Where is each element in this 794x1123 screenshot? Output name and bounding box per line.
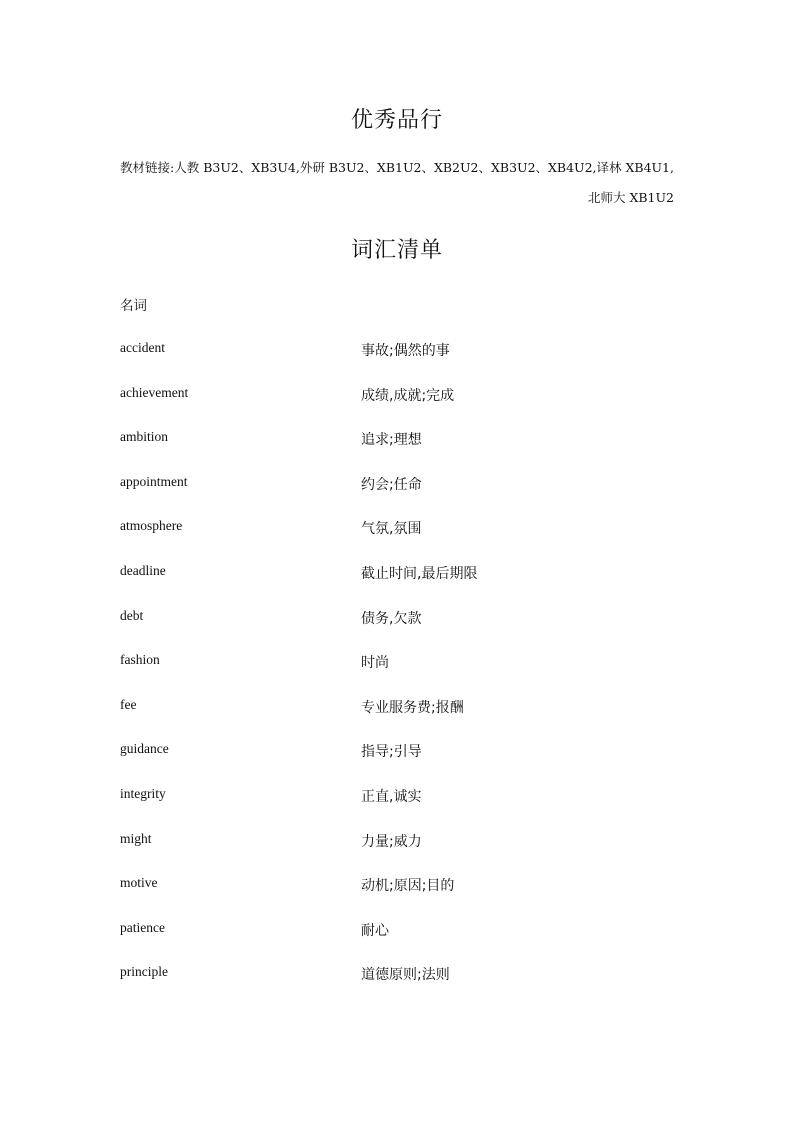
vocab-word: deadline bbox=[120, 562, 166, 578]
vocab-row bbox=[120, 608, 680, 653]
vocab-word: ambition bbox=[120, 429, 168, 445]
vocab-word: fee bbox=[120, 696, 137, 712]
vocab-meaning: 指导;引导 bbox=[361, 744, 422, 761]
textbook-links-line2: 北师大 XB1U2 bbox=[588, 190, 674, 205]
vocab-heading: 词汇清单 bbox=[350, 238, 443, 263]
vocab-row bbox=[120, 563, 680, 608]
section-label-nouns: 名词 bbox=[120, 298, 147, 314]
vocab-word: patience bbox=[120, 919, 165, 935]
vocab-meaning: 债务,欠款 bbox=[361, 610, 422, 627]
vocab-row bbox=[120, 474, 680, 519]
vocab-meaning: 时尚 bbox=[361, 655, 389, 672]
vocab-word: motive bbox=[120, 875, 158, 891]
vocab-row bbox=[120, 831, 680, 876]
vocab-row bbox=[120, 697, 680, 742]
textbook-links-line1: 教材链接:人教 B3U2、XB3U4,外研 B3U2、XB1U2、XB2U2、XB3U2、XB4U2,译林 XB4U1, bbox=[120, 160, 674, 175]
vocab-row bbox=[120, 340, 680, 385]
page-title: 优秀品行 bbox=[350, 108, 443, 133]
vocab-row bbox=[120, 920, 680, 965]
vocab-word: atmosphere bbox=[120, 518, 183, 534]
vocab-meaning: 截止时间,最后期限 bbox=[361, 565, 478, 582]
vocab-row bbox=[120, 652, 680, 697]
vocab-row bbox=[120, 518, 680, 563]
vocab-meaning: 成绩,成就;完成 bbox=[361, 387, 455, 404]
vocab-meaning: 力量;威力 bbox=[361, 833, 422, 850]
vocab-meaning: 道德原则;法则 bbox=[361, 967, 450, 984]
vocab-row bbox=[120, 385, 680, 430]
vocab-word: principle bbox=[120, 964, 168, 980]
vocab-word: might bbox=[120, 830, 152, 846]
vocab-row bbox=[120, 875, 680, 920]
vocab-meaning: 追求;理想 bbox=[361, 432, 422, 449]
vocab-word: accident bbox=[120, 340, 165, 355]
vocab-row bbox=[120, 741, 680, 786]
vocab-meaning: 气氛,氛围 bbox=[361, 521, 422, 538]
vocab-word: fashion bbox=[120, 652, 160, 668]
vocab-word: integrity bbox=[120, 785, 166, 801]
vocab-row bbox=[120, 786, 680, 831]
vocab-row bbox=[120, 429, 680, 474]
vocab-meaning: 正直,诚实 bbox=[361, 788, 422, 805]
vocab-word: appointment bbox=[120, 473, 188, 489]
vocab-word: achievement bbox=[120, 384, 189, 400]
vocab-list bbox=[120, 340, 680, 1009]
vocab-word: debt bbox=[120, 607, 144, 623]
vocab-row bbox=[120, 964, 680, 1009]
vocab-meaning: 约会;任命 bbox=[361, 476, 422, 493]
vocab-meaning: 耐心 bbox=[361, 922, 389, 939]
vocab-meaning: 专业服务费;报酬 bbox=[361, 699, 464, 716]
vocab-meaning: 动机;原因;目的 bbox=[361, 878, 455, 895]
vocab-word: guidance bbox=[120, 741, 169, 757]
vocab-meaning: 事故;偶然的事 bbox=[361, 343, 450, 359]
